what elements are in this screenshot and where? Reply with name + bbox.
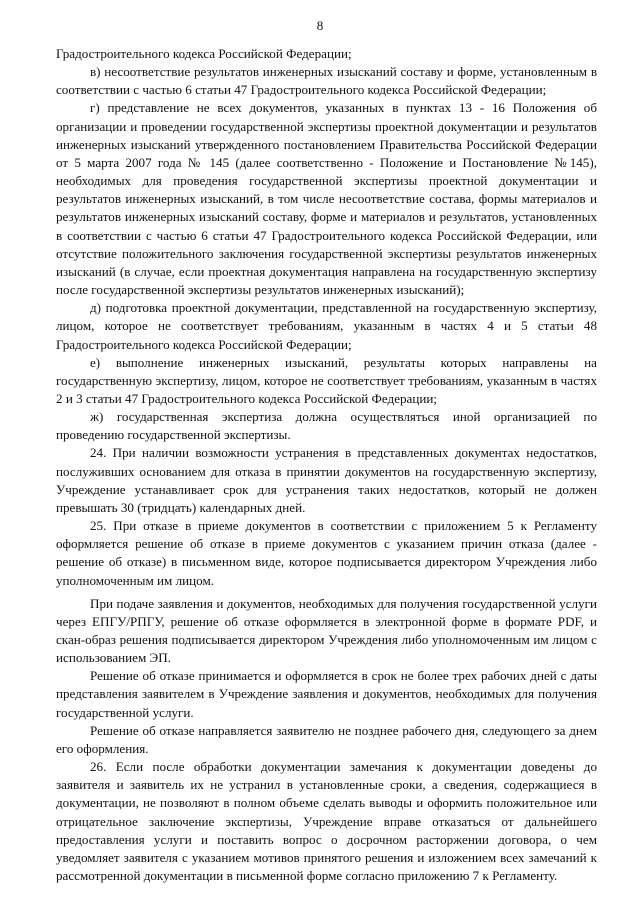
paragraph-item-v: в) несоответствие результатов инженерных изысканий составу и форме, установленным в соответствии с частью 6 статьи 47 Градостроительного кодекса Российской Федерации;	[56, 64, 597, 98]
paragraph-24: 24. При наличии возможности устранения в представленных документах недостатков, послуживших основанием для отказа в принятии документов на государственную экспертизу, Учреждение устанавливает срок для устранения таких недостатков, который не должен превышать 30 (тридцать) календарных дней.	[56, 445, 597, 515]
paragraph-item-g: г) представление не всех документов, указанных в пунктах 13 - 16 Положения об организации и проведении государственной экспертизы проектной документации и результатов инженерных изысканий утвержденного постановлением Правительства Российской Федерации от 5 марта 2007 года № 145 (далее соответственно - Положение и Постановление №145), необходимых для проведения государственной экспертизы проектной документации и результатов инженерных изысканий, в том числе несоответствие состава, формы материалов и результатов инженерных изысканий составу, форме и материалов и результатов, установленных в соответствии с частью 6 статьи 47 Градостроительного кодекса Российской Федерации, или отсутствие положительного заключения государственной экспертизы результатов инженерных изысканий (в случае, если проектная документация направлена на государственную экспертизу после государственной экспертизы результатов инженерных изысканий);	[56, 100, 597, 298]
paragraph-refusal-deadline: Решение об отказе принимается и оформляется в срок не более трех рабочих дней с даты представления заявителем в Учреждение заявления и документов, необходимых для получения государственной услуги.	[56, 668, 597, 720]
document-body	[56, 45, 597, 885]
paragraph-epgu-rpgu: При подаче заявления и документов, необходимых для получения государственной услуги через ЕПГУ/РПГУ, решение об отказе оформляется в электронной форме в формате PDF, и скан-образ решения подписывается директором Учреждения либо уполномоченным им лицом с использованием ЭП.	[56, 595, 597, 666]
paragraph-26: 26. Если после обработки документации замечания к документации доведены до заявителя и заявитель их не устранил в установленные сроки, а сведения, содержащиеся в документации, не позволяют в полном объеме сделать выводы и оформить положительное или отрицательное заключение экспертизы, Учреждение вправе отказаться от дальнейшего предоставления услуги и поставить вопрос о досрочном расторжении договора, о чем уведомляет заявителя с указанием мотивов принятого решения и изложением всех замечаний к рассмотренной документации в письменной форме согласно приложению 7 к Регламенту.	[56, 759, 597, 884]
paragraph-refusal-sending: Решение об отказе направляется заявителю не позднее рабочего дня, следующего за днем его оформления.	[56, 722, 597, 756]
paragraph-item-zh: ж) государственная экспертиза должна осуществляться иной организацией по проведению государственной экспертизы.	[56, 409, 597, 443]
paragraph-item-e: е) выполнение инженерных изысканий, результаты которых направлены на государственную экспертизу, лицом, которое не соответствует требованиям, указанным в частях 2 и 3 статьи 47 Градостроительного кодекса Российской Федерации;	[56, 354, 597, 406]
page-number: 8	[316, 18, 324, 33]
paragraph-item-d: д) подготовка проектной документации, представленной на государственную экспертизу, лицом, которое не соответствует требованиям, указанным в частях 4 и 5 статьи 48 Градостроительного кодекса Российской Федерации;	[56, 300, 597, 352]
paragraph-25: 25. При отказе в приеме документов в соответствии с приложением 5 к Регламенту оформляется решение об отказе в приеме документов с указанием причин отказа (далее - решение об отказе) в письменном виде, которое подписывается директором Учреждения либо уполномоченным им лицом.	[56, 518, 597, 588]
paragraph-continuation: Градостроительного кодекса Российской Федерации;	[56, 46, 352, 61]
